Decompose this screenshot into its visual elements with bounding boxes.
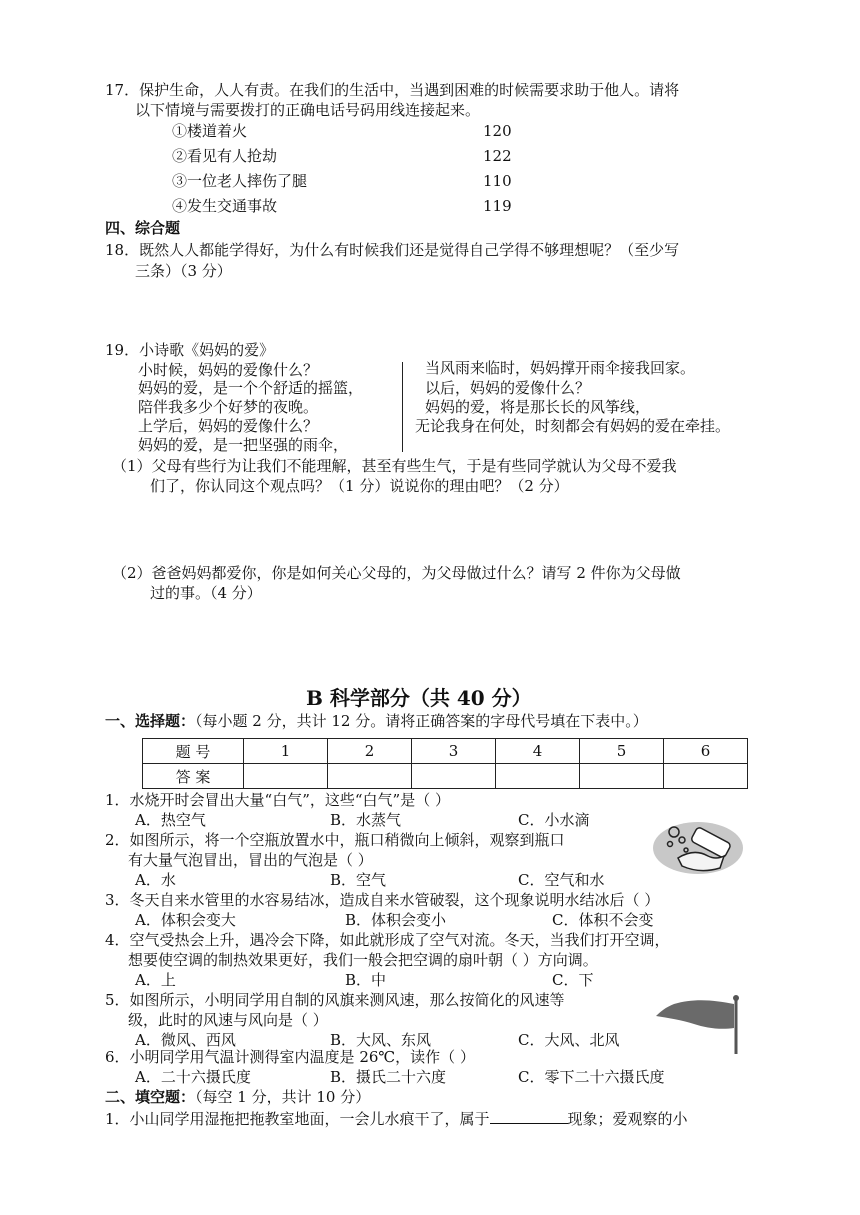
fill1-blank[interactable]: [490, 1108, 568, 1124]
poem-left-4: 上学后，妈妈的爱像什么？: [138, 417, 319, 435]
mc5-stem-1: 5．如图所示，小明同学用自制的风旗来测风速，那么按简化的风速等: [105, 991, 565, 1009]
poem-divider: [402, 362, 403, 452]
mc2-stem-2: 有大量气泡冒出，冒出的气泡是（ ）: [128, 851, 373, 869]
q18-line2: 三条）（3 分）: [135, 262, 232, 280]
mc5-opt-b: B．大风、东风: [330, 1031, 432, 1049]
q19-sub2-line1: （2）爸爸妈妈都爱你，你是如何关心父母的，为父母做过什么？请写 2 件你为父母做: [112, 564, 681, 582]
mc2-opt-c: C．空气和水: [518, 871, 605, 889]
q19-sub1-line2: 们了，你认同这个观点吗？（1 分）说说你的理由吧？（2 分）: [150, 477, 569, 495]
q19-sub2-line2: 过的事。（4 分）: [150, 584, 262, 602]
fill1: [105, 1108, 688, 1129]
table-col-6: 6: [664, 739, 748, 764]
q17-number-4: 119: [483, 197, 512, 215]
table-col-4: 4: [496, 739, 580, 764]
mc1-opt-b: B．水蒸气: [330, 811, 402, 829]
section1-title: 一、选择题：: [105, 712, 196, 730]
mc3-opt-c: C．体积不会变: [552, 911, 654, 929]
section1-note: （每小题 2 分，共计 12 分。请将正确答案的字母代号填在下表中。）: [195, 712, 648, 730]
poem-right-1: 当风雨来临时，妈妈撑开雨伞接我回家。: [425, 359, 696, 377]
mc2-opt-b: B．空气: [330, 871, 387, 889]
section4-title: 四、综合题: [105, 219, 181, 237]
table-header-label: 题 号: [143, 739, 244, 764]
table-col-3: 3: [412, 739, 496, 764]
poem-right-3: 妈妈的爱，将是那长长的风筝线，: [425, 398, 651, 416]
partB-title: B 科学部分（共 40 分）: [306, 686, 532, 710]
q17-number-3: 110: [483, 172, 512, 190]
mc6-stem: 6．小明同学用气温计测得室内温度是 26℃，读作（ ）: [105, 1048, 475, 1066]
section2-note: （每空 1 分，共计 10 分）: [195, 1088, 371, 1106]
table-col-2: 2: [328, 739, 412, 764]
mc2-stem-1: 2．如图所示，将一个空瓶放置水中，瓶口稍微向上倾斜，观察到瓶口: [105, 831, 565, 849]
mc3-opt-b: B．体积会变小: [345, 911, 447, 929]
q17-situation-3: ③一位老人摔伤了腿: [172, 172, 308, 190]
table-col-5: 5: [580, 739, 664, 764]
mc5-stem-2: 级，此时的风速与风向是（ ）: [128, 1011, 328, 1029]
partB-section1: [105, 711, 648, 731]
fill1-after: 现象；爱观察的小: [567, 1110, 688, 1128]
mc6-opt-b: B．摄氏二十六度: [330, 1068, 447, 1086]
answer-cell-6[interactable]: [664, 764, 748, 789]
fill1-before: 1．小山同学用湿拖把拖教室地面，一会儿水痕干了，属于: [105, 1110, 490, 1128]
poem-right-4: 无论我身在何处，时刻都会有妈妈的爱在牵挂。: [415, 417, 731, 435]
poem-left-2: 妈妈的爱，是一个个舒适的摇篮，: [138, 379, 364, 397]
q17-number-1: 120: [483, 122, 512, 140]
answer-cell-5[interactable]: [580, 764, 664, 789]
wind-flag-illustration: [654, 994, 742, 1056]
mc3-opt-a: A．体积会变大: [135, 911, 236, 929]
mc5-opt-a: A．微风、西风: [135, 1031, 236, 1049]
section2-title: 二、填空题：: [105, 1088, 196, 1106]
poem-left-5: 妈妈的爱，是一把坚强的雨伞，: [138, 436, 349, 454]
poem-right-2: 以后，妈妈的爱像什么？: [425, 379, 591, 397]
mc3-stem: 3．冬天自来水管里的水容易结冰，造成自来水管破裂，这个现象说明水结冰后（ ）: [105, 891, 660, 909]
mc6-opt-a: A．二十六摄氏度: [135, 1068, 251, 1086]
mc2-opt-a: A．水: [135, 871, 176, 889]
bottle-in-water-illustration: [652, 818, 744, 876]
q17-situation-4: ④发生交通事故: [172, 197, 278, 215]
q18-line1: 18．既然人人都能学得好，为什么有时候我们还是觉得自己学得不够理想呢？（至少写: [105, 241, 680, 259]
section2: [105, 1087, 370, 1107]
mc4-opt-b: B．中: [345, 971, 387, 989]
mc5-opt-c: C．大风、北风: [518, 1031, 620, 1049]
q17-line1: 17．保护生命，人人有责。在我们的生活中，当遇到困难的时候需要求助于他人。请将: [105, 81, 680, 99]
q17-situation-2: ②看见有人抢劫: [172, 147, 278, 165]
q17-line2: 以下情境与需要拨打的正确电话号码用线连接起来。: [135, 101, 481, 119]
mc1-stem: 1．水烧开时会冒出大量“白气”，这些“白气”是（ ）: [105, 791, 450, 809]
mc4-opt-c: C．下: [552, 971, 594, 989]
q17-situation-1: ①楼道着火: [172, 122, 248, 140]
mc4-opt-a: A．上: [135, 971, 176, 989]
table-answer-label: 答 案: [143, 764, 244, 789]
answer-cell-1[interactable]: [244, 764, 328, 789]
mc4-stem-2: 想要使空调的制热效果更好，我们一般会把空调的扇叶朝（ ）方向调。: [128, 951, 598, 969]
q17-number-2: 122: [483, 147, 512, 165]
answer-cell-2[interactable]: [328, 764, 412, 789]
q19-sub1-line1: （1）父母有些行为让我们不能理解，甚至有些生气，于是有些同学就认为父母不爱我: [112, 457, 677, 475]
mc4-stem-1: 4．空气受热会上升，遇冷会下降，如此就形成了空气对流。冬天，当我们打开空调，: [105, 931, 670, 949]
table-col-1: 1: [244, 739, 328, 764]
mc6-opt-c: C．零下二十六摄氏度: [518, 1068, 665, 1086]
answer-cell-4[interactable]: [496, 764, 580, 789]
answer-table: [142, 738, 748, 789]
answer-cell-3[interactable]: [412, 764, 496, 789]
q19-title: 19．小诗歌《妈妈的爱》: [105, 341, 275, 359]
mc1-opt-c: C．小水滴: [518, 811, 590, 829]
mc1-opt-a: A．热空气: [135, 811, 206, 829]
poem-left-1: 小时候，妈妈的爱像什么？: [138, 361, 319, 379]
poem-left-3: 陪伴我多少个好梦的夜晚。: [138, 398, 319, 416]
